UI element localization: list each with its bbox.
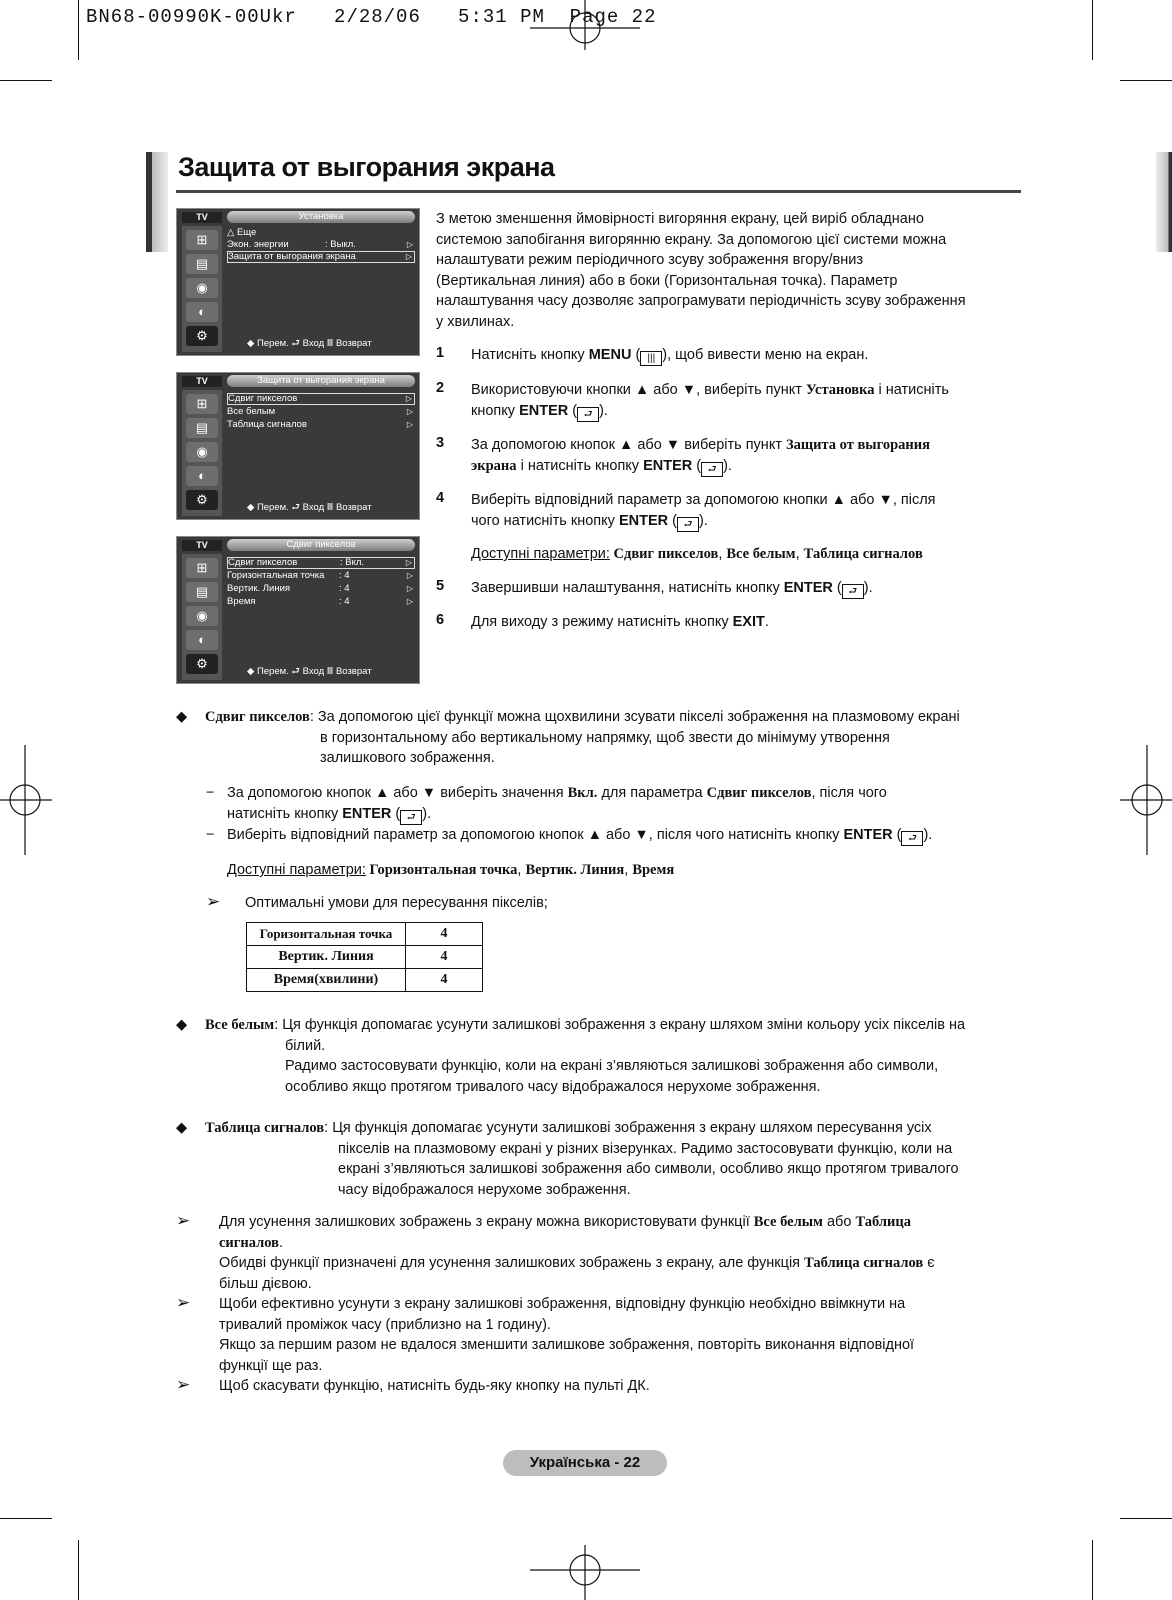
table-row: Вертик. Линия 4	[247, 946, 483, 969]
bullet-diamond-icon: ◆	[176, 1120, 188, 1136]
osd-sidebar	[182, 226, 222, 352]
step-number: 3	[436, 435, 445, 451]
registration-mark-left	[0, 745, 52, 855]
osd-row-time: Время : 4 ▷	[227, 596, 413, 607]
optimal-conditions: Оптимальні умови для пересування пікселів;	[245, 895, 548, 911]
note-3: Щоб скасувати функцію, натисніть будь-яку кнопку на пульті ДК.	[219, 1378, 650, 1394]
channel-icon: ◉	[186, 606, 218, 626]
available-options-2: Доступні параметри: Горизонтальная точка, Вертик. Линия, Время	[227, 862, 675, 878]
channel-icon: ◉	[186, 278, 218, 298]
print-job-line: BN68-00990K-00Ukr 2/28/06 5:31 PM Page 22	[86, 6, 657, 28]
dash-icon: −	[206, 785, 215, 801]
crop-mark	[1120, 1518, 1172, 1519]
step-3: За допомогою кнопок ▲ або ▼ виберіть пункт Защита от выгорания экрана і натисніть кнопку ENTER ( ⮐ ).	[471, 437, 930, 475]
osd-title: Сдвиг пикселов	[227, 539, 415, 551]
page-footer: Українська - 22	[503, 1450, 667, 1476]
title-accent-bar-right	[1156, 152, 1172, 252]
crop-mark	[0, 1518, 52, 1519]
available-options: Доступні параметри: Сдвиг пикселов, Все белым, Таблица сигналов	[471, 546, 923, 562]
arrow-right-icon: ▷	[406, 420, 413, 429]
crop-mark	[1092, 1540, 1093, 1600]
dash-item-1: За допомогою кнопок ▲ або ▼ виберіть значення Вкл. для параметра Сдвиг пикселов, після чого натисніть кнопку ENTER ( ⮐ ).	[227, 785, 887, 823]
arrow-right-icon: ▷	[405, 252, 412, 261]
osd-row-pixel-shift: Сдвиг пикселов : Вкл. ▷	[227, 557, 415, 569]
note-2: Щоби ефективно усунути з екрану залишкові зображення, відповідну функцію необхідно ввімкнути на тривалий проміжок часу (приблизно на 1 годину). Якщо за першим разом не вдалося зменшити залишкове зображення, повторіть виконання відповідної функції ще раз.	[219, 1296, 915, 1374]
step-2: Використовуючи кнопки ▲ або ▼, виберіть пункт Установка і натисніть кнопку ENTER ( ⮐ ).	[471, 382, 949, 420]
bullet-all-white: Все белым: Ця функція допомагає усунути залишкові зображення з екрану шляхом зміни кольору усіх пікселів на білий. Радимо застосовувати функцію, коли на екрані з’являються залишкові зображення або символи, особливо якщо протягом тривалого часу відображалося нерухоме зображення.	[205, 1017, 966, 1095]
osd-row-energy: Экон. энергии : Выкл. ▷	[227, 239, 413, 250]
enter-button-icon: ⮐	[677, 517, 699, 532]
setup-gear-icon: ⚙	[186, 326, 218, 346]
bullet-diamond-icon: ◆	[176, 1017, 188, 1033]
sound-icon: ▤	[186, 254, 218, 274]
arrow-right-icon: ▷	[406, 584, 413, 593]
enter-button-icon: ⮐	[400, 810, 422, 825]
osd-menu-setup	[176, 208, 420, 356]
step-number: 6	[436, 612, 445, 628]
sound-icon: ▤	[186, 418, 218, 438]
setup-gear-icon: ⚙	[186, 490, 218, 510]
arrow-right-icon: ▷	[406, 597, 413, 606]
osd-menu-burn-protection	[176, 372, 420, 520]
note-arrow-icon: ➢	[176, 1211, 191, 1230]
osd-title: Установка	[227, 211, 415, 223]
step-number: 2	[436, 380, 445, 396]
picture-icon: ⊞	[186, 558, 218, 578]
arrow-right-icon: ▷	[405, 394, 412, 403]
osd-row-more: △ Еще	[227, 227, 257, 238]
osd-row-all-white: Все белым ▷	[227, 406, 413, 417]
step-1: Натисніть кнопку MENU ( ||| ), щоб вивести меню на екран.	[471, 347, 869, 364]
arrow-right-icon: ▷	[406, 571, 413, 580]
title-accent-bar	[146, 152, 168, 252]
crop-mark	[78, 1540, 79, 1600]
osd-sidebar	[182, 554, 222, 680]
note-arrow-icon: ➢	[176, 1293, 191, 1312]
osd-menu-pixel-shift	[176, 536, 420, 684]
step-number: 4	[436, 490, 445, 506]
arrow-right-icon: ▷	[406, 240, 413, 249]
crop-mark	[1092, 0, 1093, 60]
arrow-right-icon: ▷	[405, 558, 412, 567]
step-number: 5	[436, 578, 445, 594]
osd-row-burn-protection: Защита от выгорания экрана ▷	[227, 251, 415, 263]
crop-mark	[0, 80, 52, 81]
input-icon: ◐	[186, 630, 218, 650]
bullet-signal-pattern: Таблица сигналов: Ця функція допомагає усунути залишкові зображення з екрану шляхом пересування усіх пікселів на плазмовому екрані у різних візерунках. Радимо застосовувати функцію, коли на екрані з’являються залишкові зображення або символи, особливо якщо протягом тривалого часу відображалося нерухоме зображення.	[205, 1120, 959, 1198]
osd-tv-label: TV	[182, 212, 222, 223]
step-number: 1	[436, 345, 445, 361]
osd-title: Защита от выгорания экрана	[227, 375, 415, 387]
dash-item-2: Виберіть відповідний параметр за допомогою кнопок ▲ або ▼, після чого натисніть кнопку ENTER ( ⮐ ).	[227, 827, 933, 844]
osd-tv-label: TV	[182, 540, 222, 551]
dash-icon: −	[206, 827, 215, 843]
intro-paragraph: З метою зменшення ймовірності вигоряння екрану, цей виріб обладнано системою запобігання вигорянню екрану. За допомогою цієї системи можна налаштувати режим періодичного зсуву зображення вгору/вниз (Вертикальная линия) або в боки (Горизонтальная точка). Параметр налаштування часу дозволяє запрограмувати періодичність зсуву зображення у хвилинах.	[436, 211, 966, 330]
osd-row-signal-pattern: Таблица сигналов ▷	[227, 419, 413, 430]
input-icon: ◐	[186, 302, 218, 322]
osd-footer: ◆ Перем. ⮐ Вход Ⅲ Возврат	[247, 666, 372, 677]
table-row: Горизонтальная точка 4	[247, 923, 483, 946]
bullet-diamond-icon: ◆	[176, 709, 188, 725]
note-1: Для усунення залишкових зображень з екрану можна використовувати функції Все белым або Таблица сигналов. Обидві функції призначені для усунення залишкових зображень з екрану, але функція Таблица сигналов є більш дієвою.	[219, 1214, 935, 1292]
enter-button-icon: ⮐	[842, 584, 864, 599]
crop-mark	[1120, 80, 1172, 81]
parameter-table	[246, 922, 483, 992]
registration-mark-bottom	[530, 1545, 640, 1600]
osd-footer: ◆ Перем. ⮐ Вход Ⅲ Возврат	[247, 502, 372, 513]
picture-icon: ⊞	[186, 394, 218, 414]
step-4: Виберіть відповідний параметр за допомогою кнопки ▲ або ▼, після чого натисніть кнопку ENTER ( ⮐ ).	[471, 492, 936, 530]
osd-row-horizontal-dot: Горизонтальная точка : 4 ▷	[227, 570, 413, 581]
enter-button-icon: ⮐	[701, 462, 723, 477]
enter-button-icon: ⮐	[901, 831, 923, 846]
note-arrow-icon: ➢	[206, 892, 221, 911]
step-5: Завершивши налаштування, натисніть кнопку ENTER ( ⮐ ).	[471, 580, 873, 597]
menu-button-icon: |||	[640, 351, 662, 366]
osd-footer: ◆ Перем. ⮐ Вход Ⅲ Возврат	[247, 338, 372, 349]
table-row: Время(хвилини) 4	[247, 969, 483, 992]
crop-mark	[78, 0, 79, 60]
bullet-pixel-shift: Сдвиг пикселов: За допомогою цієї функції можна щохвилини зсувати пікселі зображення на плазмовому екрані в горизонтальному або вертикальному напрямку, щоб звести до мінімуму утворення залишкового зображення.	[205, 709, 960, 766]
osd-tv-label: TV	[182, 376, 222, 387]
note-arrow-icon: ➢	[176, 1375, 191, 1394]
osd-row-pixel-shift: Сдвиг пикселов ▷	[227, 393, 415, 405]
picture-icon: ⊞	[186, 230, 218, 250]
arrow-right-icon: ▷	[406, 407, 413, 416]
registration-mark-right	[1120, 745, 1172, 855]
input-icon: ◐	[186, 466, 218, 486]
channel-icon: ◉	[186, 442, 218, 462]
osd-sidebar	[182, 390, 222, 516]
step-6: Для виходу з режиму натисніть кнопку EXIT.	[471, 614, 769, 630]
sound-icon: ▤	[186, 582, 218, 602]
osd-row-vertical-line: Вертик. Линия : 4 ▷	[227, 583, 413, 594]
enter-button-icon: ⮐	[577, 407, 599, 422]
setup-gear-icon: ⚙	[186, 654, 218, 674]
page-title: Защита от выгорания экрана	[178, 152, 555, 182]
title-rule	[176, 190, 1021, 193]
